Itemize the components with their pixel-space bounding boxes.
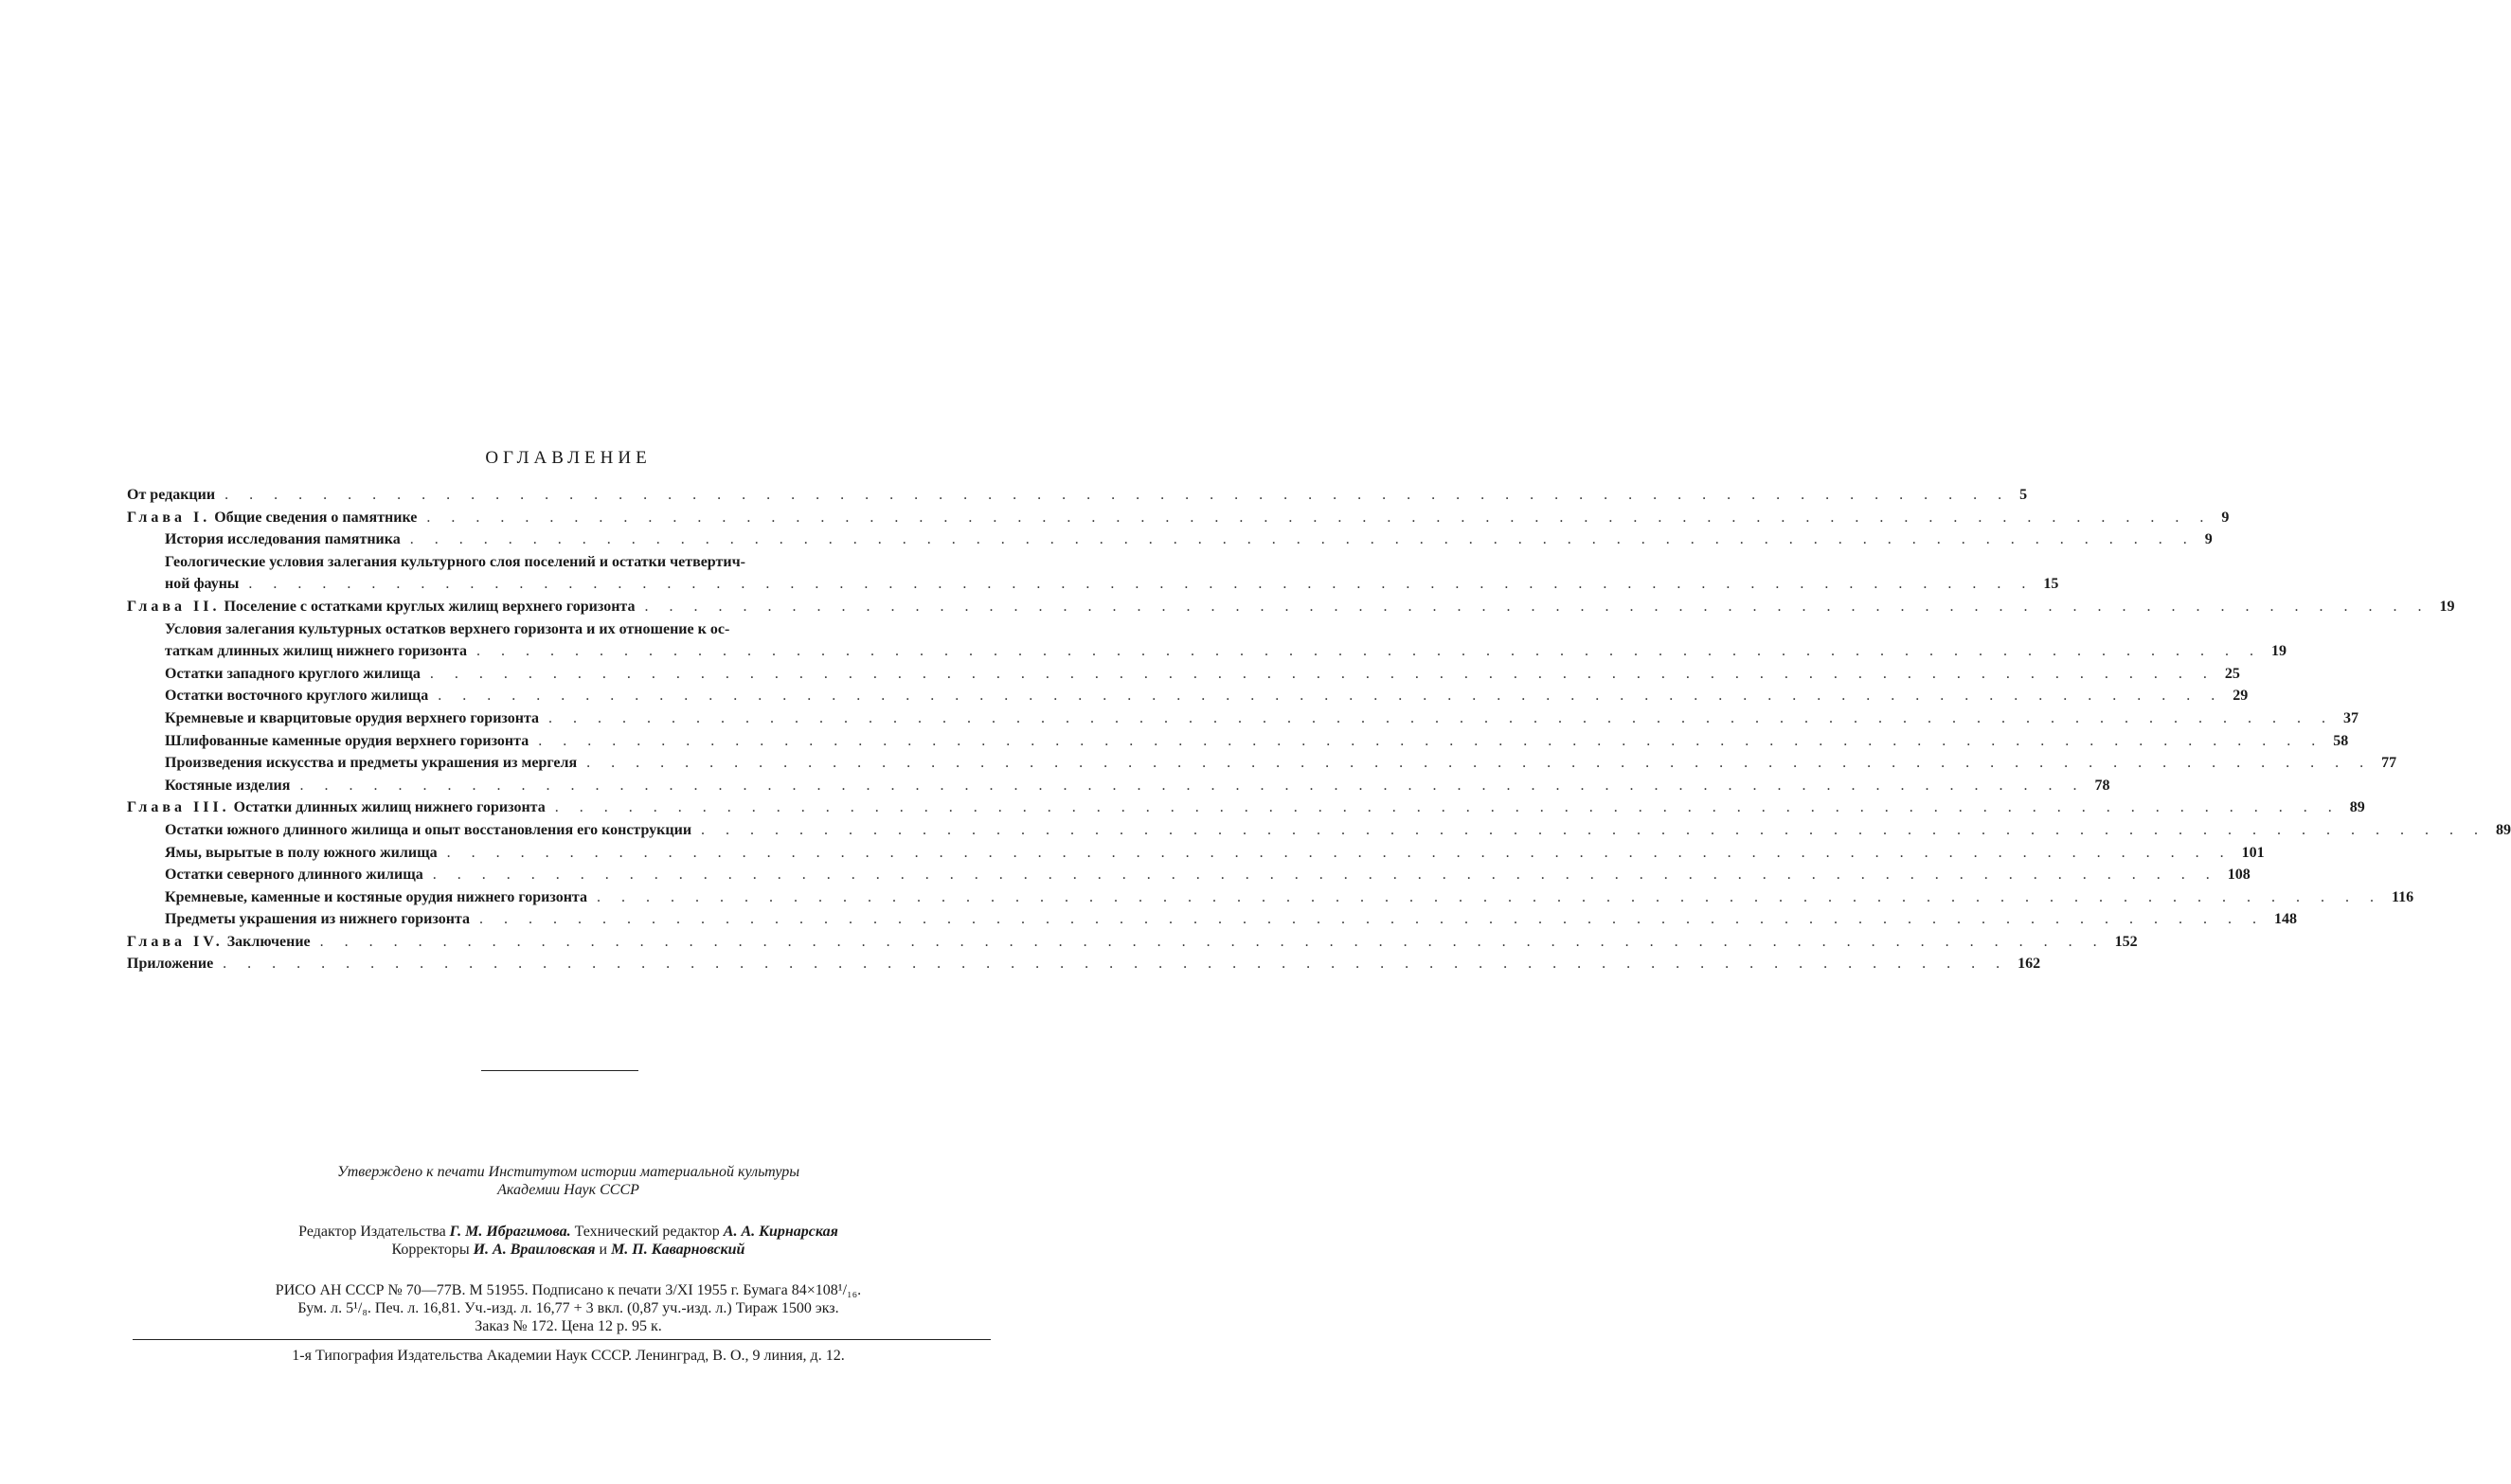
toc-entry-label-line2: таткам длинных жилищ нижнего горизонта [165,643,467,660]
correctors-label: Корректоры [391,1242,470,1258]
toc-entry-ch3-section-4[interactable] [127,886,2414,909]
toc-page-number: 148 [2273,911,2297,928]
printer-line: 1-я Типография Издательства Академии Наук СССР. Ленинград, В. О., 9 линия, д. 12. [292,1348,845,1364]
dot-leader: . . . . . . . . . . . . . . . . . . . . . . . . . . . . . . . . . . . . . . . . . . . . . . . . . . . . . . . . . . . . . . . . . . . . . . . . . [248,576,2035,593]
toc-entry-label: От редакции [127,487,216,503]
toc-page-number: 5 [2019,487,2028,503]
chapter-title: Поселение с остатками круглых жилищ верхнего горизонта [224,598,636,615]
approval-line-2: Академии Наук СССР [497,1182,639,1198]
chapter-title: Заключение [226,933,311,950]
toc-entry-chapter-3[interactable] [127,796,2365,819]
dot-leader: . . . . . . . . . . . . . . . . . . . . . . . . . . . . . . . . . . . . . . . . . . . . . . . . . . . . . . . . . . . . . . . . . . . . . . . . . [429,665,2215,682]
conjunction: и [599,1242,608,1258]
toc-entry-ch1-section-2[interactable] [127,551,2059,596]
chapter-title: Общие сведения о памятнике [214,509,418,526]
toc-entry-ch3-section-5[interactable] [127,908,2297,931]
table-of-contents [127,484,2511,975]
approval-line-1: Утверждено к печати Институтом истории материальной культуры [336,1164,800,1180]
toc-entry-ch2-section-6[interactable] [127,752,2397,775]
divider-short [481,1070,638,1071]
toc-entry-label: Кремневые и кварцитовые орудия верхнего горизонта [165,709,540,726]
toc-entry-label: Остатки восточного круглого жилища [165,688,429,705]
dot-leader: . . . . . . . . . . . . . . . . . . . . . . . . . . . . . . . . . . . . . . . . . . . . . . . . . . . . . . . . . . . . . . . . . . . . . . . . . [554,799,2341,816]
toc-entry-label: Остатки южного длинного жилища и опыт восстановления его конструкции [165,821,692,838]
riso-line-1: РИСО АН СССР № 70—77В. М 51955. Подписано к печати 3/XI 1955 г. Бумага 84×108¹/₁₆. [275,1282,862,1298]
toc-entry-label: Ямы, вырытые в полу южного жилища [165,844,438,861]
toc-entry-from-editors[interactable] [127,484,2028,507]
toc-entry-appendix[interactable] [127,953,2041,975]
page-title: ОГЛАВЛЕНИЕ [485,448,652,468]
dot-leader: . . . . . . . . . . . . . . . . . . . . . . . . . . . . . . . . . . . . . . . . . . . . . . . . . . . . . . . . . . . . . . . . . . . . . . . . . [475,643,2262,660]
corrector-name-2: М. П. Каварновский [611,1242,745,1258]
toc-entry-label: Остатки западного круглого жилища [165,665,421,682]
dot-leader: . . . . . . . . . . . . . . . . . . . . . . . . . . . . . . . . . . . . . . . . . . . . . . . . . . . . . . . . . . . . . . . . . . . . . . . . . [596,888,2382,905]
toc-page-number: 19 [2439,598,2455,615]
toc-page-number: 152 [2114,933,2138,950]
dot-leader: . . . . . . . . . . . . . . . . . . . . . . . . . . . . . . . . . . . . . . . . . . . . . . . . . . . . . . . . . . . . . . . . . . . . . . . . . [538,732,2324,749]
dot-leader: . . . . . . . . . . . . . . . . . . . . . . . . . . . . . . . . . . . . . . . . . . . . . . . . . . . . . . . . . . . . . . . . . . . . . . . . . [319,933,2106,950]
toc-entry-ch3-section-2[interactable] [127,842,2265,865]
toc-entry-chapter-1[interactable] [127,507,2230,529]
dot-leader: . . . . . . . . . . . . . . . . . . . . . . . . . . . . . . . . . . . . . . . . . . . . . . . . . . . . . . . . . . . . . . . . . . . . . . . . . [409,531,2196,548]
dot-leader: . . . . . . . . . . . . . . . . . . . . . . . . . . . . . . . . . . . . . . . . . . . . . . . . . . . . . . . . . . . . . . . . . . . . . . . . . [299,777,2086,794]
toc-page-number: 116 [2391,888,2414,905]
chapter-label: Глава III. [127,799,230,816]
toc-entry-label: История исследования памятника [165,531,401,548]
editor-label: Редактор Издательства [298,1224,446,1240]
chapter-label: Глава IV. [127,933,224,950]
toc-page-number: 58 [2333,732,2349,749]
toc-entry-ch3-section-3[interactable] [127,864,2251,886]
toc-entry-chapter-2[interactable] [127,596,2455,618]
riso-line-2: Бум. л. 5¹/₈. Печ. л. 16,81. Уч.-изд. л. 16,77 + 3 вкл. (0,87 уч.-изд. л.) Тираж 1500 экз. [297,1300,839,1316]
toc-entry-text [127,931,311,954]
dot-leader: . . . . . . . . . . . . . . . . . . . . . . . . . . . . . . . . . . . . . . . . . . . . . . . . . . . . . . . . . . . . . . . . . . . . . . . . . [644,598,2430,615]
editor-name: Г. М. Ибрагимова. [449,1224,571,1240]
publication-details [114,1281,1023,1335]
toc-entry-text [127,507,417,529]
toc-page-number: 108 [2227,867,2251,884]
editors-credits [114,1223,1023,1259]
toc-page-number: 89 [2496,821,2511,838]
toc-entry-wrap [165,551,2043,596]
toc-entry-label: Кремневые, каменные и костяные орудия нижнего горизонта [165,888,587,905]
riso-line-3: Заказ № 172. Цена 12 р. 95 к. [475,1318,662,1334]
divider-long [133,1339,991,1340]
dot-leader: . . . . . . . . . . . . . . . . . . . . . . . . . . . . . . . . . . . . . . . . . . . . . . . . . . . . . . . . . . . . . . . . . . . . . . . . . [701,821,2487,838]
toc-entry-ch2-section-5[interactable] [127,730,2349,753]
toc-page-number: 101 [2241,844,2265,861]
toc-page-number: 78 [2094,777,2110,794]
dot-leader: . . . . . . . . . . . . . . . . . . . . . . . . . . . . . . . . . . . . . . . . . . . . . . . . . . . . . . . . . . . . . . . . . . . . . . . . . [426,509,2213,526]
toc-entry-label: Костяные изделия [165,777,291,794]
dot-leader: . . . . . . . . . . . . . . . . . . . . . . . . . . . . . . . . . . . . . . . . . . . . . . . . . . . . . . . . . . . . . . . . . . . . . . . . . [478,911,2265,928]
toc-entry-ch2-section-2[interactable] [127,663,2240,686]
toc-page-number: 9 [2204,531,2213,548]
toc-page-number: 162 [2018,956,2041,973]
tech-editor-name: А. А. Кирнарская [723,1224,838,1240]
corrector-name-1: И. А. Враиловская [473,1242,596,1258]
toc-entry-label: Приложение [127,956,214,973]
toc-entry-ch2-section-7[interactable] [127,775,2110,797]
dot-leader: . . . . . . . . . . . . . . . . . . . . . . . . . . . . . . . . . . . . . . . . . . . . . . . . . . . . . . . . . . . . . . . . . . . . . . . . . [432,867,2218,884]
toc-entry-ch2-section-4[interactable] [127,707,2359,730]
chapter-title: Остатки длинных жилищ нижнего горизонта [233,799,546,816]
toc-entry-label-line2: ной фауны [165,576,240,593]
chapter-label: Глава I. [127,509,211,526]
toc-page-number: 19 [2270,643,2287,660]
toc-page-number: 15 [2043,576,2059,593]
toc-entry-label: Произведения искусства и предметы украшения из мергеля [165,755,578,772]
toc-entry-label: Шлифованные каменные орудия верхнего горизонта [165,732,529,749]
tech-editor-label: Технический редактор [574,1224,720,1240]
toc-entry-ch2-section-1[interactable] [127,618,2287,663]
dot-leader: . . . . . . . . . . . . . . . . . . . . . . . . . . . . . . . . . . . . . . . . . . . . . . . . . . . . . . . . . . . . . . . . . . . . . . . . . [446,844,2233,861]
toc-entry-label-line1: Условия залегания культурных остатков верхнего горизонта и их отношение к ос- [165,620,730,637]
toc-entry-text [127,796,546,819]
dot-leader: . . . . . . . . . . . . . . . . . . . . . . . . . . . . . . . . . . . . . . . . . . . . . . . . . . . . . . . . . . . . . . . . . . . . . . . . . [223,956,2009,973]
toc-entry-label-line1: Геологические условия залегания культурного слоя поселений и остатки четвертич- [165,553,745,570]
dot-leader: . . . . . . . . . . . . . . . . . . . . . . . . . . . . . . . . . . . . . . . . . . . . . . . . . . . . . . . . . . . . . . . . . . . . . . . . . [586,755,2373,772]
toc-page-number: 77 [2381,755,2397,772]
dot-leader: . . . . . . . . . . . . . . . . . . . . . . . . . . . . . . . . . . . . . . . . . . . . . . . . . . . . . . . . . . . . . . . . . . . . . . . . . [438,688,2224,705]
approval-note [114,1163,1023,1199]
correctors-line [114,1241,1023,1259]
chapter-label: Глава II. [127,598,221,615]
toc-entry-chapter-4[interactable] [127,931,2138,954]
editors-line [114,1223,1023,1241]
toc-page-number: 29 [2233,688,2249,705]
toc-page-number: 25 [2224,665,2240,682]
toc-entry-label: Предметы украшения из нижнего горизонта [165,911,470,928]
dot-leader: . . . . . . . . . . . . . . . . . . . . . . . . . . . . . . . . . . . . . . . . . . . . . . . . . . . . . . . . . . . . . . . . . . . . . . . . . [224,487,2011,503]
dot-leader: . . . . . . . . . . . . . . . . . . . . . . . . . . . . . . . . . . . . . . . . . . . . . . . . . . . . . . . . . . . . . . . . . . . . . . . . . [548,709,2335,726]
toc-page-number: 9 [2221,509,2230,526]
toc-entry-ch2-section-3[interactable] [127,685,2249,707]
toc-entry-text [127,596,635,618]
toc-entry-label: Остатки северного длинного жилища [165,867,423,884]
toc-entry-ch1-section-1[interactable] [127,528,2213,551]
toc-page-number: 37 [2343,709,2359,726]
toc-entry-wrap [165,618,2271,663]
toc-page-number: 89 [2349,799,2365,816]
toc-entry-ch3-section-1[interactable] [127,819,2511,842]
